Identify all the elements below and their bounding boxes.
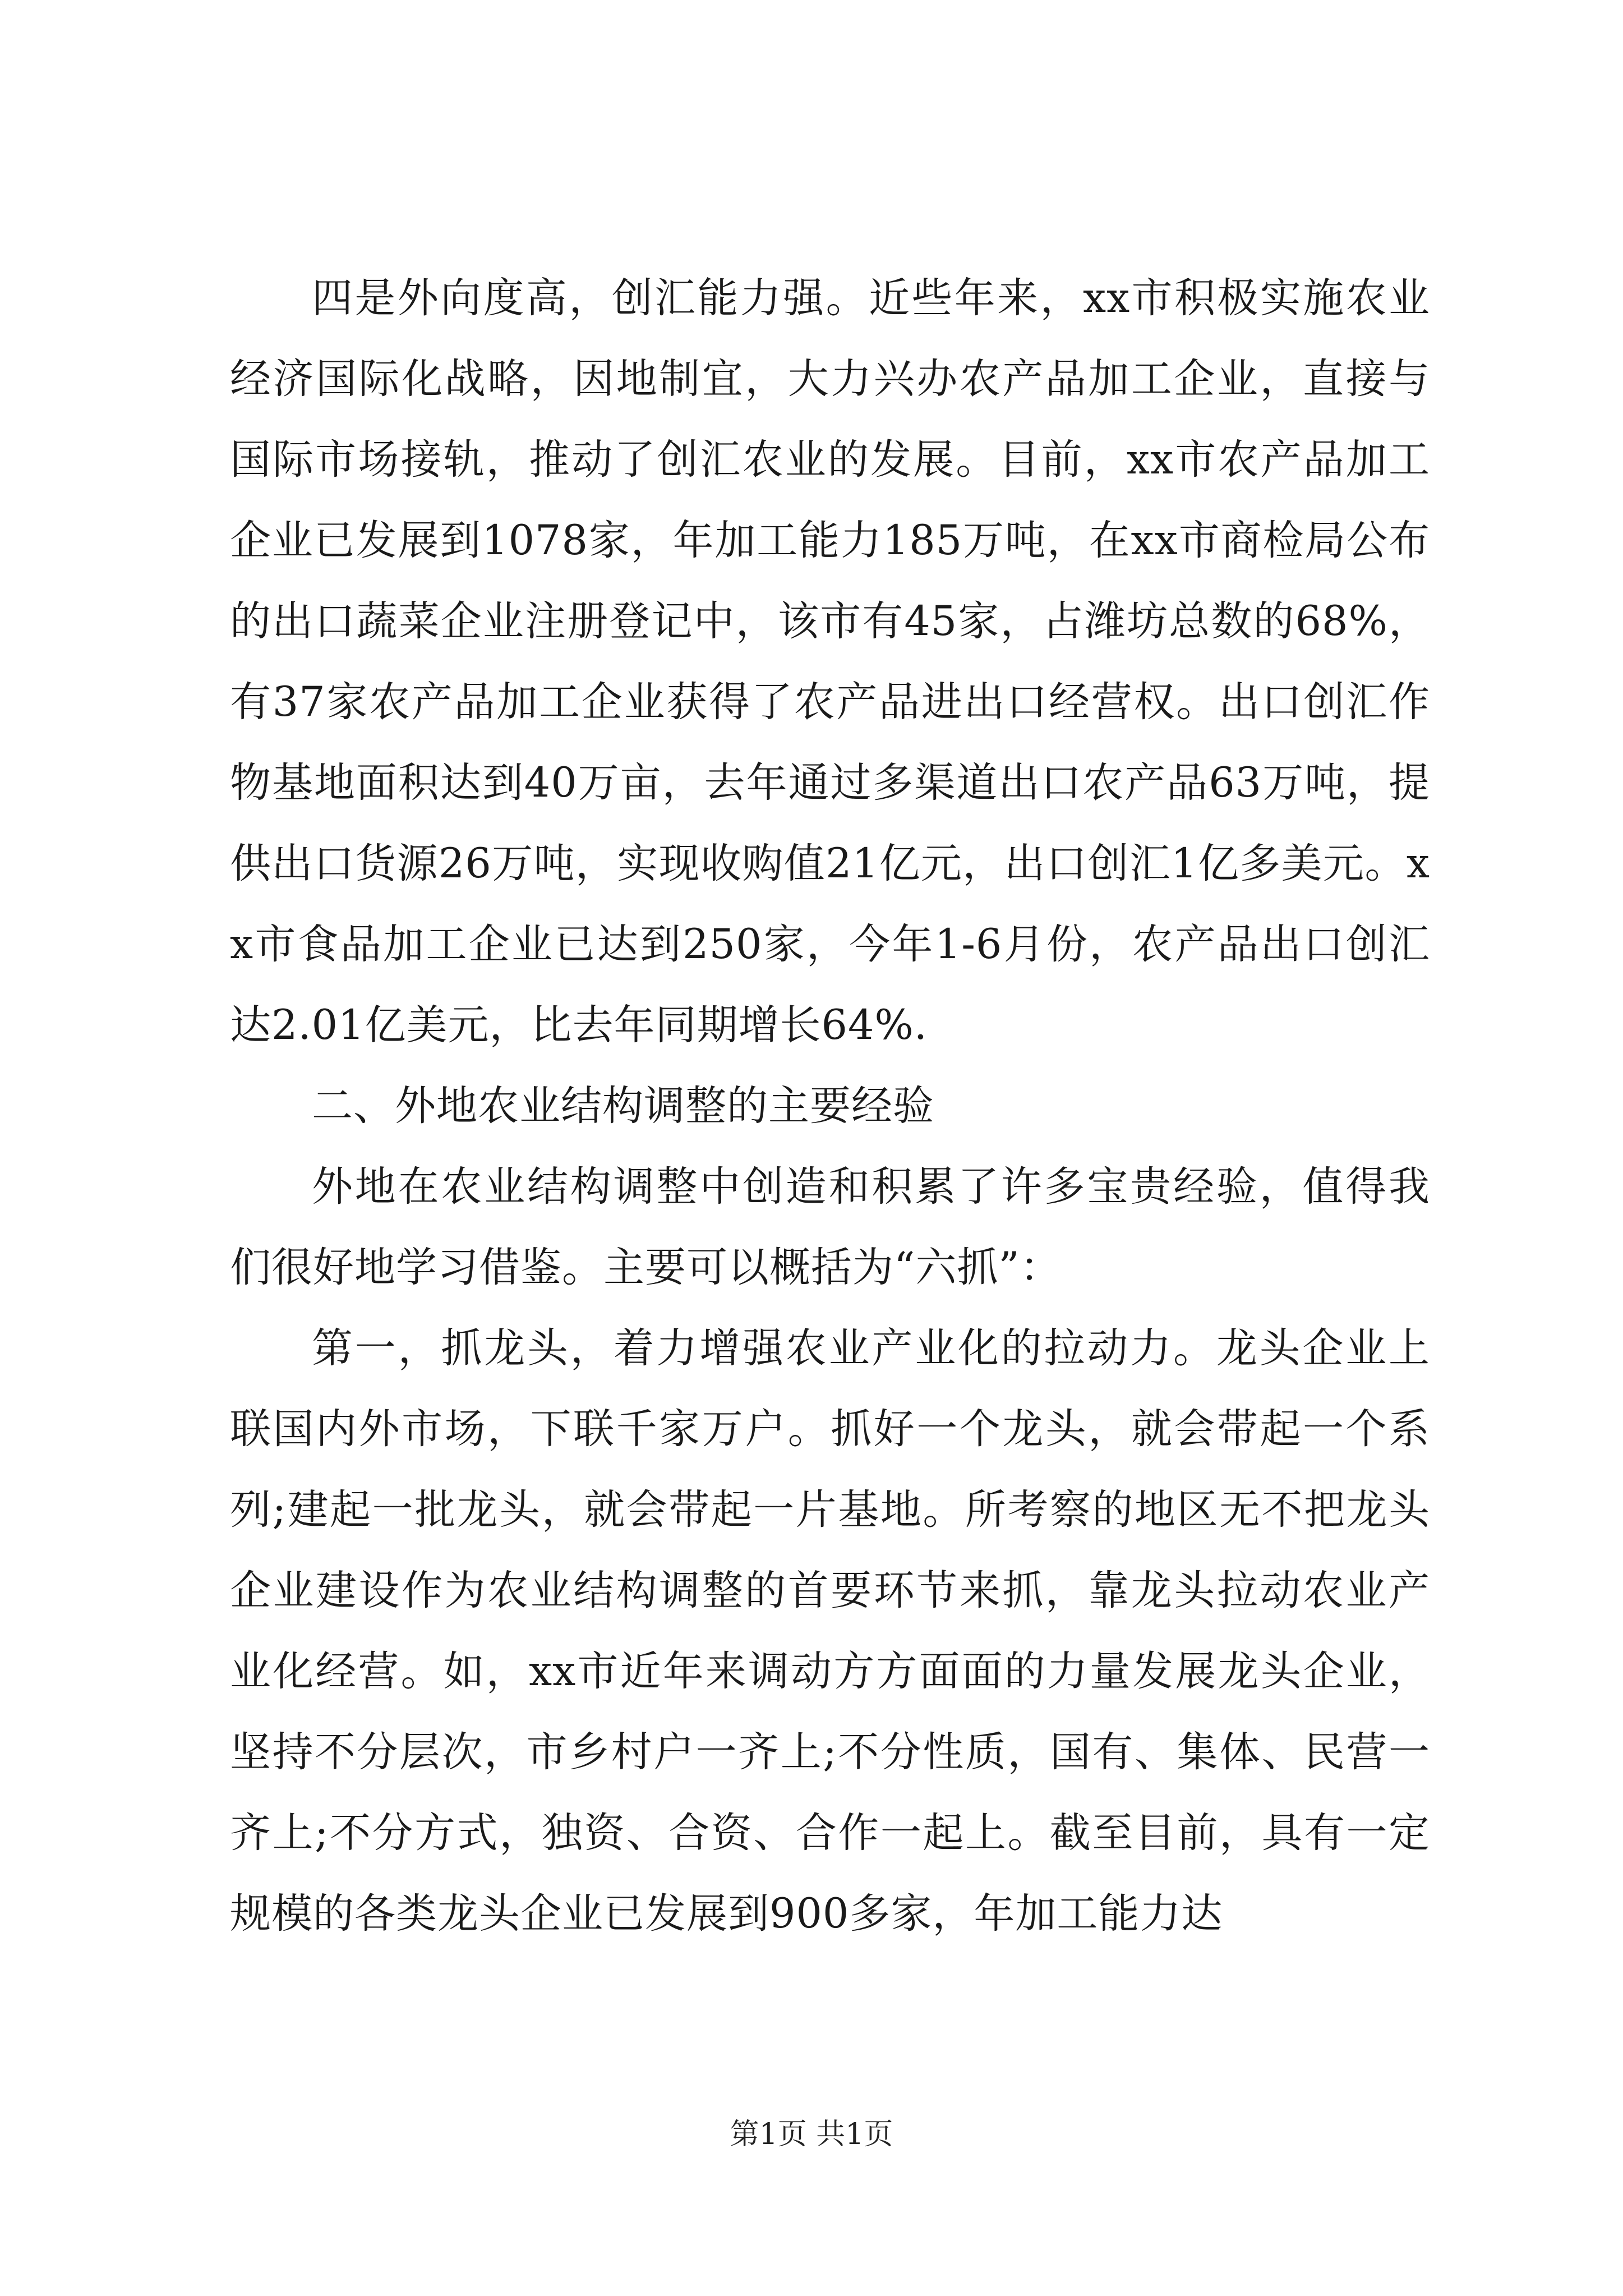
paragraph-first-point-leading-enterprises: 第一，抓龙头，着力增强农业产业化的拉动力。龙头企业上联国内外市场，下联千家万户。抓好一个龙头，就会带起一个系列;建起一批龙头，就会带起一片基地。所考察的地区无不把龙头企业建设作为农业结构调整的首要环节来抓，靠龙头拉动农业产业化经营。如，xx市近年来调动方方面面的力量发展龙头企业，坚持不分层次，市乡村户一齐上;不分性质，国有、集体、民营一齐上;不分方式，独资、合资、合作一起上。截至目前，具有一定规模的各类龙头企业已发展到900多家，年加工能力达: [230, 1324, 1430, 1938]
paragraph-export-capacity: 四是外向度高，创汇能力强。近些年来，xx市积极实施农业经济国际化战略，因地制宜，大力兴办农产品加工企业，直接与国际市场接轨，推动了创汇农业的发展。目前，xx市农产品加工企业已发展到1078家，年加工能力185万吨，在xx市商检局公布的出口蔬菜企业注册登记中，该市有45家，占潍坊总数的68%，有37家农产品加工企业获得了农产品进出口经营权。出口创汇作物基地面积达到40万亩，去年通过多渠道出口农产品63万吨，提供出口货源26万吨，实现收购值21亿元，出口创汇1亿多美元。xx市食品加工企业已达到250家，今年1-6月份，农产品出口创汇达2.01亿美元，比去年同期增长64%.: [230, 274, 1430, 1049]
section-heading-main-experience: 二、外地农业结构调整的主要经验: [312, 1082, 934, 1130]
paragraph-six-points-intro: 外地在农业结构调整中创造和积累了许多宝贵经验，值得我们很好地学习借鉴。主要可以概括为“六抓”：: [230, 1163, 1430, 1291]
page-footer: 第1页 共1页: [730, 2118, 893, 2151]
document-body: [230, 258, 1430, 1954]
